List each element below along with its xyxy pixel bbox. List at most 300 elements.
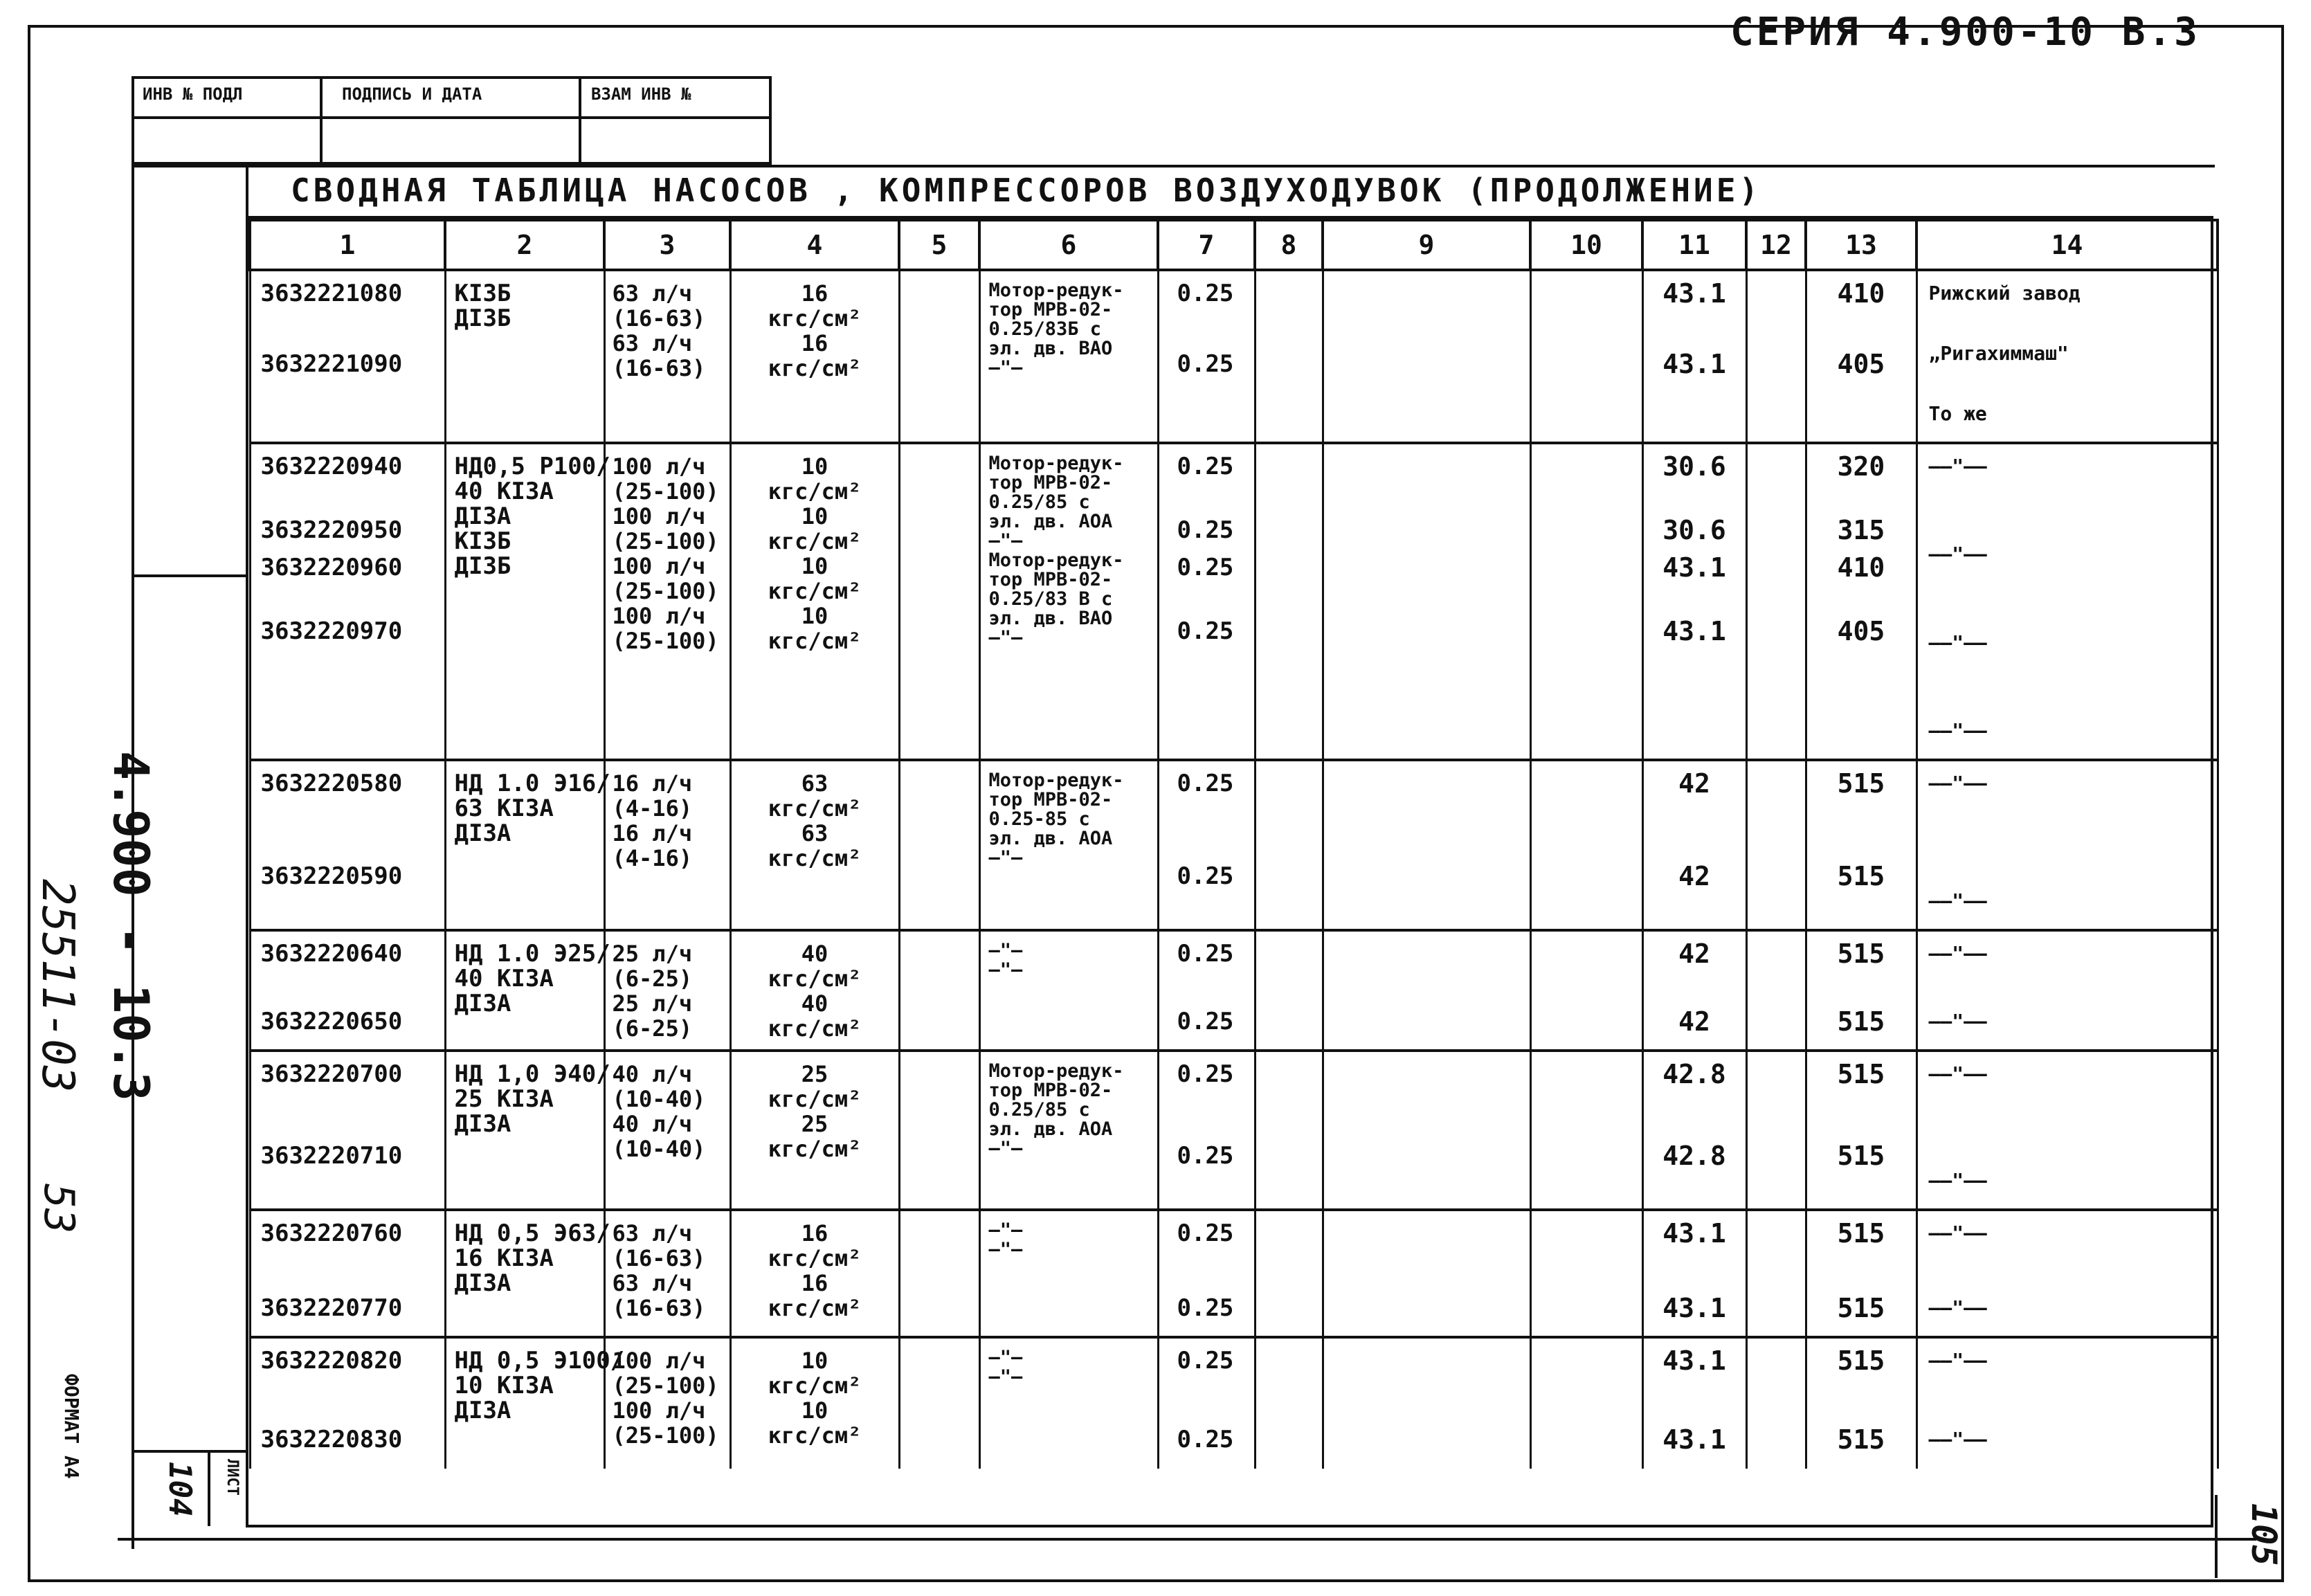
bottom-rule <box>118 1538 2256 1541</box>
cell-line: —"— <box>988 940 1023 961</box>
cell-line: тор МРВ-02- <box>988 569 1113 590</box>
cell-line: 40 КI3А <box>454 965 554 992</box>
table-row-group <box>250 1337 2218 1469</box>
cell-c9 <box>1323 1337 1530 1469</box>
cell-line: 43.1 <box>1662 349 1726 379</box>
cell-line: 405 <box>1837 615 1885 646</box>
cell-line: ——"—— <box>1928 889 1987 912</box>
cell-line: 40 <box>801 941 828 967</box>
cell-line: 0.25/83 В с <box>988 588 1113 610</box>
cell-line: кгс/см² <box>768 628 862 654</box>
cell-c8 <box>1255 930 1323 1051</box>
cell-line: кгс/см² <box>768 578 862 604</box>
cell-line: ДI3А <box>454 990 511 1017</box>
cell-c1 <box>250 760 445 930</box>
cell-line: 0.25 <box>1177 1347 1234 1375</box>
cell-line: 10 <box>801 553 828 579</box>
cell-line: кгс/см² <box>768 1245 862 1271</box>
cell-c7 <box>1158 1210 1255 1337</box>
cell-line: 3632220970 <box>260 617 403 645</box>
cell-line: 3632220590 <box>260 862 403 890</box>
cell-line: 515 <box>1837 938 1885 969</box>
cell-line: (4-16) <box>612 845 693 871</box>
cell-c2 <box>445 1337 625 1469</box>
cell-line: ДI3А <box>454 1269 511 1297</box>
cell-c1 <box>250 270 445 443</box>
cell-line: НД 1.0 Э16/ <box>454 770 610 797</box>
cell-line: 16 <box>801 280 828 307</box>
cell-line: 43.1 <box>1662 1218 1726 1249</box>
header-row <box>250 220 2218 270</box>
cell-c11 <box>1642 930 1746 1051</box>
cell-line: 515 <box>1837 1006 1885 1037</box>
cell-line: (16-63) <box>612 355 706 381</box>
cell-c7 <box>1158 1051 1255 1210</box>
cell-c6 <box>979 443 1158 760</box>
column-header-6: 6 <box>979 220 1158 270</box>
cell-c9 <box>1323 1051 1530 1210</box>
cell-c6 <box>979 760 1158 930</box>
cell-line: 0.25 <box>1177 280 1234 307</box>
cell-line: кгс/см² <box>768 1015 862 1042</box>
cell-c7 <box>1158 270 1255 443</box>
sheet-number: 104 <box>162 1462 197 1517</box>
cell-line: 40 КI3А <box>454 478 554 505</box>
cell-c14 <box>1916 1337 2218 1469</box>
column-header-14: 14 <box>1916 220 2218 270</box>
cell-c9 <box>1323 1210 1530 1337</box>
cell-c6 <box>979 1210 1158 1337</box>
cell-line: 43.1 <box>1662 615 1726 646</box>
cell-line: НД0,5 Р100/ <box>454 453 610 480</box>
cell-line: 3632220830 <box>260 1426 403 1453</box>
cell-c8 <box>1255 270 1323 443</box>
cell-c12 <box>1746 1051 1806 1210</box>
cell-line: 25 л/ч <box>612 990 693 1017</box>
cell-c9 <box>1323 270 1530 443</box>
cell-c3 <box>604 1337 730 1469</box>
cell-c6 <box>979 270 1158 443</box>
cell-line: 515 <box>1837 768 1885 799</box>
cell-line: 42 <box>1678 768 1710 799</box>
cell-line: (25-100) <box>612 578 719 604</box>
cell-line: 0.25 <box>1177 350 1234 378</box>
cell-line: —"— <box>988 1347 1023 1368</box>
cell-line: НД 1.0 Э25/ <box>454 940 610 968</box>
cell-line: кгс/см² <box>768 355 862 381</box>
cell-line: 405 <box>1837 349 1885 379</box>
cell-line: 63 л/ч <box>612 1220 693 1246</box>
cell-line: (4-16) <box>612 795 693 822</box>
cell-line: ——"—— <box>1928 543 1987 566</box>
cell-line: 43.1 <box>1662 552 1726 583</box>
cell-line: кгс/см² <box>768 478 862 505</box>
cell-line: ДI3А <box>454 1397 511 1424</box>
cell-line: 515 <box>1837 1141 1885 1171</box>
cell-c13 <box>1806 930 1916 1051</box>
cell-line: —"— <box>988 357 1023 379</box>
cell-c3 <box>604 443 730 760</box>
cell-line: (10-40) <box>612 1086 706 1112</box>
sheet-label-divider <box>208 1450 210 1526</box>
title-top-rule <box>132 165 2215 167</box>
cell-line: 100 л/ч <box>612 603 706 629</box>
cell-line: 0.25 <box>1177 940 1234 968</box>
cell-line: 25 КI3А <box>454 1085 554 1113</box>
cell-c5 <box>899 760 979 930</box>
cell-c11 <box>1642 1051 1746 1210</box>
cell-line: 40 л/ч <box>612 1061 693 1087</box>
cell-line: ДI3Б <box>454 552 511 580</box>
cell-line: (25-100) <box>612 628 719 654</box>
cell-line: ——"—— <box>1928 455 1987 478</box>
cell-line: 3632220650 <box>260 1008 403 1035</box>
cell-line: 410 <box>1837 552 1885 583</box>
cell-c7 <box>1158 760 1255 930</box>
cell-line: (6-25) <box>612 965 693 992</box>
cell-line: 100 л/ч <box>612 1348 706 1374</box>
cell-line: ——"—— <box>1928 1010 1987 1033</box>
cell-c4 <box>730 443 899 760</box>
cell-line: ДI3А <box>454 1110 511 1138</box>
cell-line: „Ригахиммаш" <box>1928 342 2069 365</box>
cell-line: —"— <box>988 847 1023 869</box>
cell-line: 3632220700 <box>260 1060 403 1088</box>
cell-line: (16-63) <box>612 1295 706 1321</box>
cell-line: 0.25 <box>1177 453 1234 480</box>
cell-c2 <box>445 443 610 760</box>
cell-line: —"— <box>988 1239 1023 1260</box>
cell-line: 16 л/ч <box>612 820 693 846</box>
cell-line: 42 <box>1678 1006 1710 1037</box>
table-row-group <box>250 1051 2218 1210</box>
cell-c13 <box>1806 1210 1916 1337</box>
cell-line: 63 КI3А <box>454 795 554 822</box>
cell-c1 <box>250 443 445 760</box>
cell-line: ——"—— <box>1928 1062 1987 1085</box>
cell-line: кгс/см² <box>768 965 862 992</box>
cell-c7 <box>1158 930 1255 1051</box>
cell-c6 <box>979 930 1158 1051</box>
cell-line: кгс/см² <box>768 528 862 554</box>
cell-line: кгс/см² <box>768 1372 862 1399</box>
cell-line: 10 <box>801 1348 828 1374</box>
cell-line: Мотор-редук- <box>988 770 1124 791</box>
cell-line: ДI3Б <box>454 305 511 332</box>
cell-line: 42.8 <box>1662 1059 1726 1089</box>
cell-c4 <box>730 270 899 443</box>
cell-line: кгс/см² <box>768 305 862 332</box>
cell-c13 <box>1806 1051 1916 1210</box>
cell-line: 0.25 <box>1177 1008 1234 1035</box>
cell-line: 10 <box>801 503 828 529</box>
cell-c12 <box>1746 443 1806 760</box>
cell-line: 3632220770 <box>260 1294 403 1322</box>
cell-c5 <box>899 1210 979 1337</box>
cell-line: 10 <box>801 1397 828 1424</box>
margin-designation: 4.900 - 10.3 <box>102 751 159 1101</box>
cell-line: 30.6 <box>1662 451 1726 482</box>
cell-c1 <box>250 1051 445 1210</box>
cell-line: (25-100) <box>612 528 719 554</box>
cell-c8 <box>1255 760 1323 930</box>
cell-line: —"— <box>988 1366 1023 1388</box>
cell-c5 <box>899 443 979 760</box>
cell-line: ——"—— <box>1928 1428 1987 1451</box>
cell-line: кгс/см² <box>768 845 862 871</box>
cell-c14 <box>1916 270 2218 443</box>
cell-c6 <box>979 1337 1158 1469</box>
cell-c13 <box>1806 443 1916 760</box>
cell-c4 <box>730 1051 899 1210</box>
cell-c11 <box>1642 270 1746 443</box>
cell-line: КI3Б <box>454 280 511 307</box>
cell-c4 <box>730 1337 899 1469</box>
table-row-group <box>250 760 2218 930</box>
cell-c9 <box>1323 443 1530 760</box>
cell-line: Мотор-редук- <box>988 1060 1124 1082</box>
cell-line: ——"—— <box>1928 631 1987 654</box>
column-header-1: 1 <box>250 220 445 270</box>
table-row-group <box>250 930 2218 1051</box>
cell-line: тор МРВ-02- <box>988 1080 1113 1101</box>
cell-line: 0.25 <box>1177 862 1234 890</box>
cell-c3 <box>604 930 730 1051</box>
cell-c12 <box>1746 1337 1806 1469</box>
cell-line: эл. дв. АОА <box>988 828 1113 849</box>
cell-line: 100 л/ч <box>612 1397 706 1424</box>
cell-line: 3632220820 <box>260 1347 403 1375</box>
cell-c5 <box>899 1051 979 1210</box>
cell-c1 <box>250 1337 445 1469</box>
cell-line: 515 <box>1837 1293 1885 1323</box>
cell-line: Мотор-редук- <box>988 550 1124 571</box>
cell-c10 <box>1530 270 1642 443</box>
cell-line: 16 <box>801 1220 828 1246</box>
cell-line: ——"—— <box>1928 772 1987 795</box>
cell-line: 63 <box>801 770 828 797</box>
cell-c2 <box>445 1051 610 1210</box>
cell-c4 <box>730 1210 899 1337</box>
cell-line: 410 <box>1837 278 1885 309</box>
cell-line: кгс/см² <box>768 1086 862 1112</box>
cell-c4 <box>730 930 899 1051</box>
cell-line: (25-100) <box>612 1422 719 1449</box>
cell-line: 0.25 <box>1177 516 1234 544</box>
cell-line: 3632220580 <box>260 770 403 797</box>
cell-line: 0.25/83Б с <box>988 318 1102 340</box>
table-title: СВОДНАЯ ТАБЛИЦА НАСОСОВ , КОМПРЕССОРОВ ВОЗДУХОДУВОК (ПРОДОЛЖЕНИЕ) <box>291 172 1762 209</box>
cell-c11 <box>1642 1210 1746 1337</box>
cell-line: кгс/см² <box>768 1136 862 1162</box>
cell-line: ——"—— <box>1928 942 1987 965</box>
cell-line: 63 л/ч <box>612 330 693 356</box>
cell-line: 3632220760 <box>260 1219 403 1247</box>
cell-line: 3632220940 <box>260 453 403 480</box>
cell-c13 <box>1806 270 1916 443</box>
cell-line: 320 <box>1837 451 1885 482</box>
summary-table <box>246 216 2213 1527</box>
cell-line: 3632220640 <box>260 940 403 968</box>
cell-line: 0.25 <box>1177 1060 1234 1088</box>
cell-line: 63 л/ч <box>612 280 693 307</box>
archive-number: 25511-03 <box>32 879 83 1093</box>
cell-line: (10-40) <box>612 1136 706 1162</box>
cell-c14 <box>1916 760 2218 930</box>
cell-c8 <box>1255 1337 1323 1469</box>
cell-c8 <box>1255 1210 1323 1337</box>
cell-line: 42 <box>1678 938 1710 969</box>
cell-line: НД 0,5 Э100/ <box>454 1347 625 1375</box>
cell-c9 <box>1323 930 1530 1051</box>
cell-c3 <box>604 1210 730 1337</box>
cell-line: 10 <box>801 603 828 629</box>
stamp-label-sign: ПОДПИСЬ И ДАТА <box>342 84 482 104</box>
column-header-13: 13 <box>1806 220 1916 270</box>
cell-line: 515 <box>1837 1059 1885 1089</box>
cell-c1 <box>250 930 445 1051</box>
table-row-group <box>250 443 2218 760</box>
cell-c5 <box>899 270 979 443</box>
cell-c10 <box>1530 1337 1642 1469</box>
cell-line: —"— <box>988 1138 1023 1159</box>
cell-c14 <box>1916 443 2218 760</box>
cell-c10 <box>1530 930 1642 1051</box>
cell-line: Мотор-редук- <box>988 453 1124 474</box>
cell-c3 <box>604 760 730 930</box>
cell-line: Мотор-редук- <box>988 280 1124 301</box>
cell-c12 <box>1746 760 1806 930</box>
cell-line: 100 л/ч <box>612 553 706 579</box>
cell-line: 43.1 <box>1662 278 1726 309</box>
cell-c2 <box>445 270 604 443</box>
cell-c2 <box>445 1210 610 1337</box>
stamp-label-inv: ИНВ № ПОДЛ <box>143 84 243 104</box>
cell-line: 515 <box>1837 861 1885 891</box>
cell-c10 <box>1530 443 1642 760</box>
cell-line: 3632220960 <box>260 554 403 582</box>
cell-c13 <box>1806 760 1916 930</box>
cell-c14 <box>1916 1210 2218 1337</box>
cell-line: ——"—— <box>1928 1222 1987 1244</box>
cell-c6 <box>979 1051 1158 1210</box>
cell-line: 0.25 <box>1177 1142 1234 1170</box>
stamp-block <box>132 76 772 165</box>
cell-c12 <box>1746 930 1806 1051</box>
cell-c7 <box>1158 443 1255 760</box>
summary-table-grid <box>248 219 2219 1469</box>
cell-c14 <box>1916 930 2218 1051</box>
sheet-label: ЛИСТ <box>224 1459 241 1496</box>
column-header-3: 3 <box>604 220 730 270</box>
series-designation: СЕРИЯ 4.900-10 В.3 <box>1730 10 2200 55</box>
cell-line: 0.25 <box>1177 617 1234 645</box>
cell-line: эл. дв. ВАО <box>988 338 1113 359</box>
cell-line: 43.1 <box>1662 1345 1726 1376</box>
cell-line: 16 <box>801 330 828 356</box>
cell-line: тор МРВ-02- <box>988 472 1113 493</box>
column-header-7: 7 <box>1158 220 1255 270</box>
column-header-2: 2 <box>445 220 604 270</box>
cell-c10 <box>1530 1051 1642 1210</box>
cell-line: 16 КI3А <box>454 1244 554 1272</box>
cell-line: 25 <box>801 1111 828 1137</box>
cell-line: тор МРВ-02- <box>988 789 1113 810</box>
cell-line: То же <box>1928 402 1987 425</box>
cell-c8 <box>1255 1051 1323 1210</box>
cell-c10 <box>1530 1210 1642 1337</box>
cell-line: 0.25 <box>1177 1294 1234 1322</box>
cell-line: 3632220950 <box>260 516 403 544</box>
cell-line: 0.25 <box>1177 1426 1234 1453</box>
cell-line: кгс/см² <box>768 795 862 822</box>
page-mark: 53 <box>35 1184 83 1234</box>
cell-line: —"— <box>988 959 1023 981</box>
cell-c12 <box>1746 270 1806 443</box>
cell-line: ——"—— <box>1928 1296 1987 1319</box>
cell-c12 <box>1746 1210 1806 1337</box>
margin-line-inner <box>246 165 248 216</box>
cell-line: 40 <box>801 990 828 1017</box>
cell-line: 100 л/ч <box>612 453 706 480</box>
cell-line: ——"—— <box>1928 718 1987 742</box>
column-header-5: 5 <box>899 220 979 270</box>
cell-line: кгс/см² <box>768 1422 862 1449</box>
cell-c5 <box>899 930 979 1051</box>
cell-line: 43.1 <box>1662 1293 1726 1323</box>
cell-line: ——"—— <box>1928 1169 1987 1192</box>
cell-line: 0.25/85 с <box>988 491 1090 513</box>
cell-line: 0.25 <box>1177 1219 1234 1247</box>
cell-line: 3632221080 <box>260 280 403 307</box>
cell-line: 16 <box>801 1270 828 1296</box>
cell-line: 10 КI3А <box>454 1372 554 1399</box>
cell-line: 63 л/ч <box>612 1270 693 1296</box>
cell-line: 0.25 <box>1177 770 1234 797</box>
margin-sheet-rule <box>132 1450 246 1453</box>
cell-line: КI3Б <box>454 527 511 555</box>
format-label: ФОРМАТ А4 <box>60 1374 83 1479</box>
cell-line: ——"—— <box>1928 1349 1987 1372</box>
cell-line: эл. дв. ВАО <box>988 608 1113 629</box>
table-row-group <box>250 270 2218 443</box>
cell-line: 515 <box>1837 1345 1885 1376</box>
cell-c8 <box>1255 443 1323 760</box>
cell-line: 63 <box>801 820 828 846</box>
column-header-8: 8 <box>1255 220 1323 270</box>
stamp-label-repl: ВЗАМ ИНВ № <box>591 84 691 104</box>
cell-line: эл. дв. АОА <box>988 1118 1113 1140</box>
cell-line: —"— <box>988 1219 1023 1241</box>
cell-line: кгс/см² <box>768 1295 862 1321</box>
cell-line: 25 л/ч <box>612 941 693 967</box>
column-header-10: 10 <box>1530 220 1642 270</box>
cell-line: 0.25-85 с <box>988 808 1090 830</box>
cell-line: 0.25/85 с <box>988 1099 1090 1121</box>
cell-line: НД 0,5 Э63/ <box>454 1219 610 1247</box>
column-header-11: 11 <box>1642 220 1746 270</box>
cell-line: 43.1 <box>1662 1424 1726 1455</box>
cell-line: (16-63) <box>612 305 706 332</box>
cell-c11 <box>1642 1337 1746 1469</box>
cell-c3 <box>604 1051 730 1210</box>
column-header-12: 12 <box>1746 220 1806 270</box>
page-number: 105 <box>2244 1503 2284 1566</box>
cell-line: 515 <box>1837 1218 1885 1249</box>
cell-line: 0.25 <box>1177 554 1234 582</box>
cell-line: 25 <box>801 1061 828 1087</box>
cell-c11 <box>1642 760 1746 930</box>
